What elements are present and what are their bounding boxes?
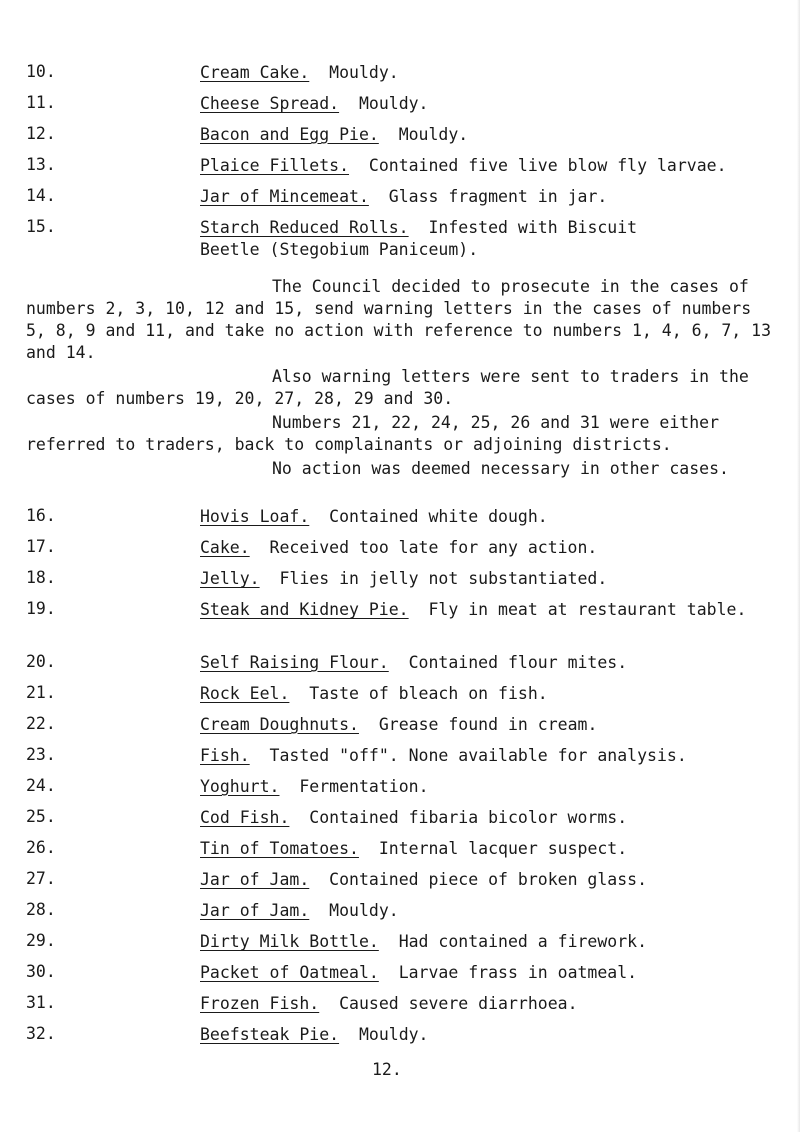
paragraph-referred: Numbers 21, 22, 24, 25, 26 and 31 were either referred to traders, back to complainants or adjoining districts. [26,413,720,454]
item-number: 24. [26,776,56,795]
item-title: Yoghurt. [200,777,280,796]
item-number: 28. [26,900,56,919]
item-number: 30. [26,962,56,981]
item-number: 25. [26,807,56,826]
item-text: Received too late for any action. [269,538,598,557]
item-text: Infested with Biscuit Beetle (Stegobium Paniceum). [200,218,638,259]
item-number: 12. [26,124,56,143]
item-text: Grease found in cream. [378,715,598,734]
item-title: Hovis Loaf. [200,507,310,526]
item-number: 27. [26,869,56,888]
item-title: Beefsteak Pie. [200,1025,340,1044]
paragraph-decision: The Council decided to prosecute in the cases of numbers 2, 3, 10, 12 and 15, send warning letters in the cases of numbers 5, 8, 9 and 11, and take no action with reference to numbers 1, 4, 6, 7, 13 and 14. [26,277,772,362]
item-title: Starch Reduced Rolls. [200,218,409,237]
item-title: Tin of Tomatoes. [200,839,359,858]
item-text: Mouldy. [358,1025,429,1044]
item-number: 18. [26,568,56,587]
item-number: 13. [26,155,56,174]
item-text: Flies in jelly not substantiated. [279,569,608,588]
page-number: 12. [372,1060,402,1079]
item-text: Internal lacquer suspect. [378,839,628,858]
item-number: 26. [26,838,56,857]
item-number: 32. [26,1024,56,1043]
item-number: 19. [26,599,56,618]
item-number: 23. [26,745,56,764]
item-title: Packet of Oatmeal. [200,963,379,982]
item-title: Dirty Milk Bottle. [200,932,379,951]
item-text: Tasted "off". None available for analysis. [269,746,687,765]
item-title: Cream Cake. [200,63,310,82]
item-text: Mouldy. [329,901,399,920]
item-text: Larvae frass in oatmeal. [398,963,638,982]
item-title: Self Raising Flour. [200,653,389,672]
item-text: Contained white dough. [329,507,548,526]
item-number: 20. [26,652,56,671]
item-number: 15. [26,217,56,236]
item-text: Glass fragment in jar. [388,187,608,206]
item-text: Taste of bleach on fish. [309,684,548,703]
item-number: 10. [26,62,56,81]
item-title: Jar of Jam. [200,870,310,889]
item-title: Jar of Jam. [200,901,310,920]
item-text: Had contained a firework. [398,932,648,951]
item-number: 29. [26,931,56,950]
item-number: 17. [26,537,56,556]
item-title: Cake. [200,538,250,557]
item-number: 16. [26,506,56,525]
item-number: 31. [26,993,56,1012]
item-text: Contained piece of broken glass. [329,870,648,889]
item-text: Caused severe diarrhoea. [339,994,578,1013]
item-number: 22. [26,714,56,733]
item-text: Mouldy. [358,94,429,113]
item-text: Contained fibaria bicolor worms. [309,808,628,827]
item-title: Cream Doughnuts. [200,715,359,734]
item-title: Bacon and Egg Pie. [200,125,379,144]
item-title: Plaice Fillets. [200,156,350,175]
item-text: Mouldy. [329,63,399,82]
item-text: Fermentation. [299,777,429,796]
paragraph-warning-letters: Also warning letters were sent to traders in the cases of numbers 19, 20, 27, 28, 29 and 30. [26,367,749,408]
item-number: 21. [26,683,56,702]
item-text: Contained five live blow fly larvae. [368,156,727,175]
item-title: Rock Eel. [200,684,290,703]
item-number: 14. [26,186,56,205]
item-title: Fish. [200,746,250,765]
item-title: Jelly. [200,569,260,588]
item-number: 11. [26,93,56,112]
item-text: Contained flour mites. [408,653,628,672]
item-title: Steak and Kidney Pie. [200,600,409,619]
item-title: Cod Fish. [200,808,290,827]
item-title: Cheese Spread. [200,94,340,113]
item-text: Fly in meat at restaurant table. [428,600,747,619]
item-title: Frozen Fish. [200,994,320,1013]
paragraph-no-action: No action was deemed necessary in other cases. [272,459,729,478]
item-title: Jar of Mincemeat. [200,187,369,206]
item-text: Mouldy. [398,125,469,144]
